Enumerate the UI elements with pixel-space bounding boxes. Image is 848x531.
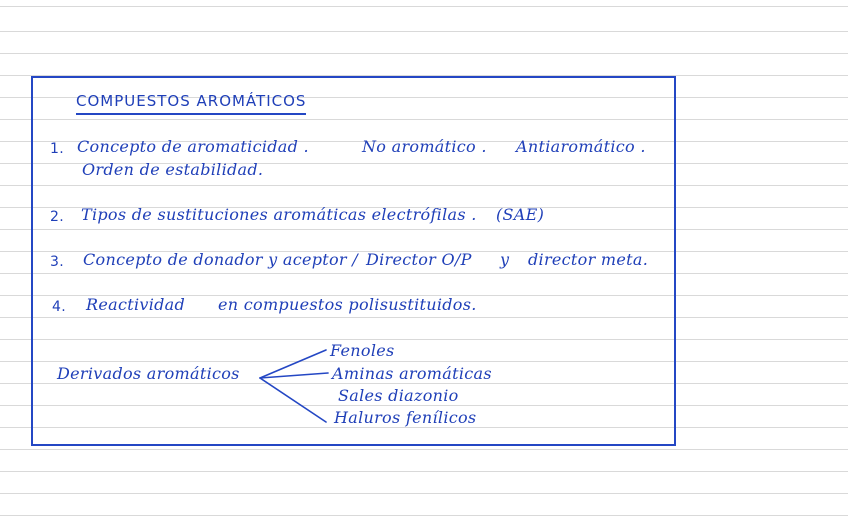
item-2-text: Tipos de sustituciones aromáticas electrófilas .: [81, 205, 477, 224]
item-3-text: Concepto de donador y aceptor /: [83, 250, 358, 269]
item-2-number: 2.: [50, 209, 64, 225]
item-1-continuation: Orden de estabilidad.: [82, 160, 264, 179]
branch-sales: Sales diazonio: [338, 386, 459, 405]
item-1-number: 1.: [50, 141, 64, 157]
branch-fenoles: Fenoles: [330, 341, 395, 360]
item-2-acronym: (SAE): [496, 205, 545, 224]
item-4-reactivity: Reactividad: [86, 295, 186, 314]
item-1-non-aromatic: No aromático .: [362, 137, 487, 156]
branch-aminas: Aminas aromáticas: [332, 364, 492, 383]
item-4-number: 4.: [52, 299, 66, 315]
item-3-director-op: Director O/P: [366, 250, 472, 269]
item-3-and: y: [500, 250, 510, 269]
derivatives-label: Derivados aromáticos: [57, 364, 240, 383]
item-1-antiaromatic: Antiaromático .: [516, 137, 646, 156]
item-3-director-meta: director meta.: [528, 250, 649, 269]
item-4-polysubstituted: en compuestos polisustituidos.: [218, 295, 477, 314]
item-1-concept: Concepto de aromaticidad .: [77, 137, 309, 156]
branch-line-haluros: [260, 378, 326, 422]
item-3-number: 3.: [50, 254, 64, 270]
page-title: COMPUESTOS AROMÁTICOS: [76, 91, 306, 115]
branch-haluros: Haluros fenílicos: [334, 408, 477, 427]
